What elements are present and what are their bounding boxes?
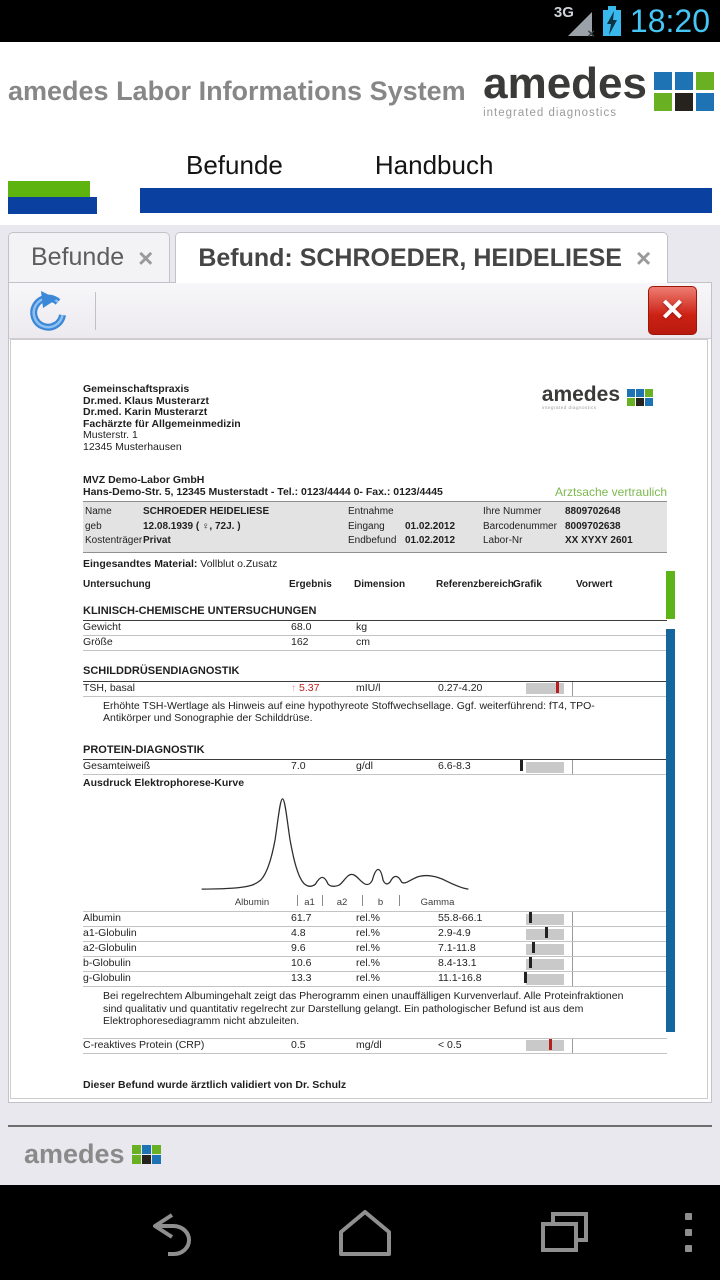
document-viewport	[9, 339, 711, 1102]
table-row: TSH, basal ↑ 5.37 mIU/l 0.27-4.20	[83, 682, 667, 697]
table-row: g-Globulin 13.3 rel.% 11.1-16.8	[83, 972, 667, 987]
scrollbar-thumb-blue[interactable]	[666, 629, 675, 1032]
tab-befund-schroeder-close-icon[interactable]: ×	[635, 243, 652, 273]
home-icon	[335, 1205, 395, 1261]
range-graphic	[515, 957, 667, 971]
app-title: amedes Labor Informations System	[8, 75, 466, 106]
recents-icon	[536, 1205, 594, 1261]
section-title-protein: PROTEIN-DIAGNOSTIK	[83, 743, 667, 761]
report-amedes-logo: amedes integrated diagnostics	[542, 384, 653, 411]
table-row: a1-Globulin 4.8 rel.% 2.9-4.9	[83, 927, 667, 942]
tab-strip	[0, 225, 720, 282]
viewer-toolbar	[9, 283, 711, 339]
amedes-squares-icon	[654, 72, 714, 111]
site-nav	[0, 140, 720, 225]
table-row: Gewicht 68.0 kg	[83, 621, 667, 636]
footer-brand-text: amedes	[24, 1139, 125, 1169]
android-menu-button[interactable]	[668, 1213, 708, 1252]
range-graphic	[515, 682, 667, 696]
range-graphic	[515, 942, 667, 956]
amedes-brand-text: amedes	[483, 59, 647, 109]
range-graphic	[515, 1039, 667, 1053]
curve-fraction-labels: Albumin a1 a2 b Gamma	[234, 897, 455, 908]
table-row: a2-Globulin 9.6 rel.% 7.1-11.8	[83, 942, 667, 957]
footer-amedes-squares-icon	[132, 1145, 161, 1164]
practice-address-block: Gemeinschaftspraxis Dr.med. Klaus Musterarzt Dr.med. Karin Musterarzt Fachärzte für Allgemeinmedizin Musterstr. 1 12345 Musterhausen	[83, 383, 241, 453]
lab-identity: MVZ Demo-Labor GmbH Hans-Demo-Str. 5, 12345 Musterstadt - Tel.: 0123/4444 0- Fax.: 0123/4445	[83, 474, 443, 498]
nav-accent-blue-stub	[8, 197, 97, 214]
tab-befunde-close-icon[interactable]: ×	[138, 242, 154, 273]
android-recents-button[interactable]	[485, 1198, 645, 1268]
android-back-button[interactable]	[85, 1198, 245, 1268]
patient-info-band: Name SCHROEDER HEIDELIESE Entnahme Ihre Nummer 8809702648 geb 12.08.1939 ( ♀, 72J. ) Eingang 01.02.2012 Barcodenummer 8009702638 Kostenträger Privat Endbefund 01.02.2012 Labor-Nr XX XYXY 2601	[83, 502, 667, 553]
scrollbar-segment-green[interactable]	[666, 571, 675, 619]
status-bar	[0, 0, 720, 42]
report-page	[10, 339, 708, 1099]
validation-line: Dieser Befund wurde ärztlich validiert von Dr. Schulz	[83, 1078, 347, 1091]
amedes-tagline: integrated diagnostics	[483, 107, 617, 120]
close-x-icon: ✕	[659, 294, 686, 327]
electrophoresis-curve	[195, 792, 477, 910]
battery-charging-icon	[602, 4, 622, 38]
refresh-icon	[24, 288, 68, 334]
high-flag: ↑	[291, 682, 296, 694]
tab-befund-schroeder[interactable]	[175, 232, 668, 283]
table-row: b-Globulin 10.6 rel.% 8.4-13.1	[83, 957, 667, 972]
curve-title: Ausdruck Elektrophorese-Kurve	[83, 777, 245, 789]
nav-item-handbuch[interactable]: Handbuch	[374, 150, 494, 180]
app-header	[0, 42, 720, 140]
tab-befunde-label: Befunde	[31, 243, 125, 271]
table-row: Gesamteiweiß 7.0 g/dl 6.6-8.3	[83, 760, 667, 775]
range-graphic	[515, 912, 667, 926]
report-viewer-panel	[8, 282, 712, 1103]
range-graphic	[515, 927, 667, 941]
close-report-button[interactable]	[648, 286, 697, 335]
tab-befund-schroeder-label: Befund: SCHROEDER, HEIDELIESE	[198, 243, 622, 272]
table-row: Albumin 61.7 rel.% 55.8-66.1	[83, 911, 667, 927]
nav-accent-green-bar	[8, 181, 90, 198]
refresh-button[interactable]	[23, 288, 69, 334]
tsh-note: Erhöhte TSH-Wertlage als Hinweis auf eine hypothyreote Stoffwechsellage. Ggf. weiterführend: fT4, TPO-Antikörper und Sonographie der Schilddrüse.	[103, 699, 595, 724]
confidential-note: Arztsache vertraulich	[554, 484, 667, 499]
android-home-button[interactable]	[285, 1198, 445, 1268]
nav-item-befunde[interactable]: Befunde	[186, 150, 283, 180]
back-icon	[136, 1205, 194, 1261]
nav-underline-bar	[140, 188, 712, 213]
protein-note: Bei regelrechtem Albumingehalt zeigt das Pherogramm einen unauffälligen Kurvenverlauf. Alle Proteinfraktionen sind qualitativ und quantitativ regelrecht zur Darstellung gelangt. Ein pathologischer Befund ist aus dem Elektrophoresediagramm nicht abzuleiten.	[103, 990, 624, 1027]
toolbar-separator	[95, 292, 96, 330]
section-title-clinical: KLINISCH-CHEMISCHE UNTERSUCHUNGEN	[83, 604, 667, 622]
footer-amedes-logo	[24, 1141, 161, 1168]
range-graphic	[515, 760, 667, 774]
electrophoresis-curve-plot	[195, 792, 477, 894]
page-footer	[0, 1103, 720, 1185]
signal-icon	[554, 3, 594, 39]
status-clock: 18:20	[629, 3, 710, 39]
range-graphic	[515, 972, 667, 986]
material-line: Eingesandtes Material: Vollblut o.Zusatz	[83, 557, 278, 570]
tab-befunde[interactable]	[8, 232, 170, 282]
table-row: Größe 162 cm	[83, 636, 667, 651]
amedes-logo	[483, 59, 714, 120]
table-row: C-reaktives Protein (CRP) 0.5 mg/dl < 0.5	[83, 1038, 667, 1054]
android-nav-bar	[0, 1185, 720, 1280]
no-signal-x-icon: ×	[587, 26, 595, 41]
footer-divider	[8, 1125, 712, 1127]
section-title-thyroid: SCHILDDRÜSENDIAGNOSTIK	[83, 664, 667, 682]
network-type-label: 3G	[553, 4, 574, 21]
result-table-header: Untersuchung Ergebnis Dimension Referenzbereich Grafik Vorwert	[83, 579, 613, 590]
report-amedes-squares-icon	[627, 389, 653, 406]
